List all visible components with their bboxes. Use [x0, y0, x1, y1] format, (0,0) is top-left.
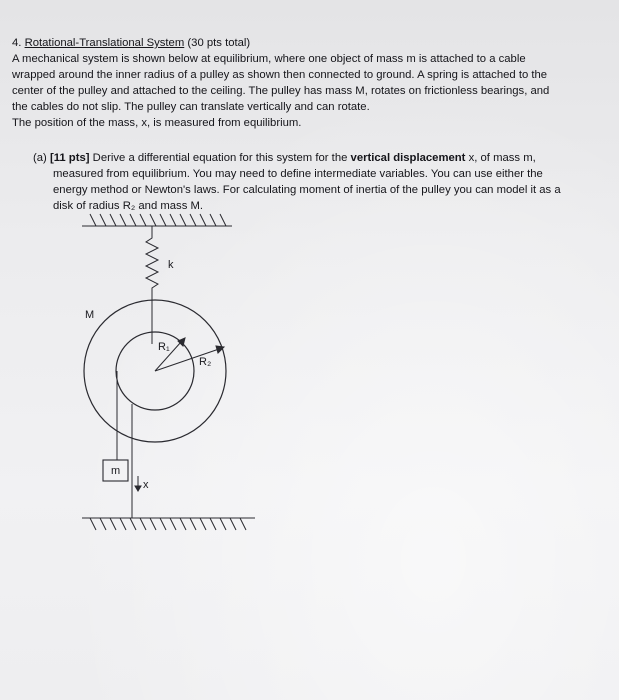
problem-line: A mechanical system is shown below at equilibrium, where one object of mass m is attached to a cable — [12, 53, 526, 65]
displacement-label: x — [143, 479, 149, 491]
problem-line: center of the pulley and attached to the ceiling. The pulley has mass M, rotates on frictionless bearings, and — [12, 85, 550, 97]
problem-title: Rotational-Translational System — [24, 37, 185, 49]
inner-radius-label: R₁ — [158, 341, 170, 353]
displacement-arrow — [135, 476, 141, 491]
ceiling — [82, 214, 232, 226]
part-a-emphasis: vertical displacement — [350, 152, 466, 164]
part-a-points: [11 pts] — [49, 152, 90, 164]
pulley-mass-label: M — [85, 309, 95, 321]
part-a-label: (a) — [33, 152, 47, 164]
problem-line: The position of the mass, x, is measured from equilibrium. — [12, 117, 302, 129]
part-a-line: measured from equilibrium. You may need to define intermediate variables. You can use either the — [53, 168, 543, 180]
ground — [82, 518, 255, 530]
part-a-text: x, of mass m, — [468, 152, 536, 164]
part-a-line: disk of radius R₂ and mass M. — [53, 200, 204, 212]
problem-line: wrapped around the inner radius of a pulley as shown then connected to ground. A spring is attached to the — [12, 69, 548, 81]
part-a-line: energy method or Newton's laws. For calculating moment of inertia of the pulley you can model it as a — [53, 184, 561, 196]
part-a-text: Derive a differential equation for this system for the — [92, 152, 348, 164]
spring-label: k — [168, 259, 174, 271]
outer-radius-label: R₂ — [199, 356, 212, 368]
problem-points: (30 pts total) — [187, 37, 251, 49]
spring — [146, 226, 158, 344]
problem-number: 4. — [12, 37, 22, 49]
mass-label: m — [111, 465, 121, 477]
problem-line: the cables do not slip. The pulley can translate vertically and can rotate. — [12, 101, 370, 113]
